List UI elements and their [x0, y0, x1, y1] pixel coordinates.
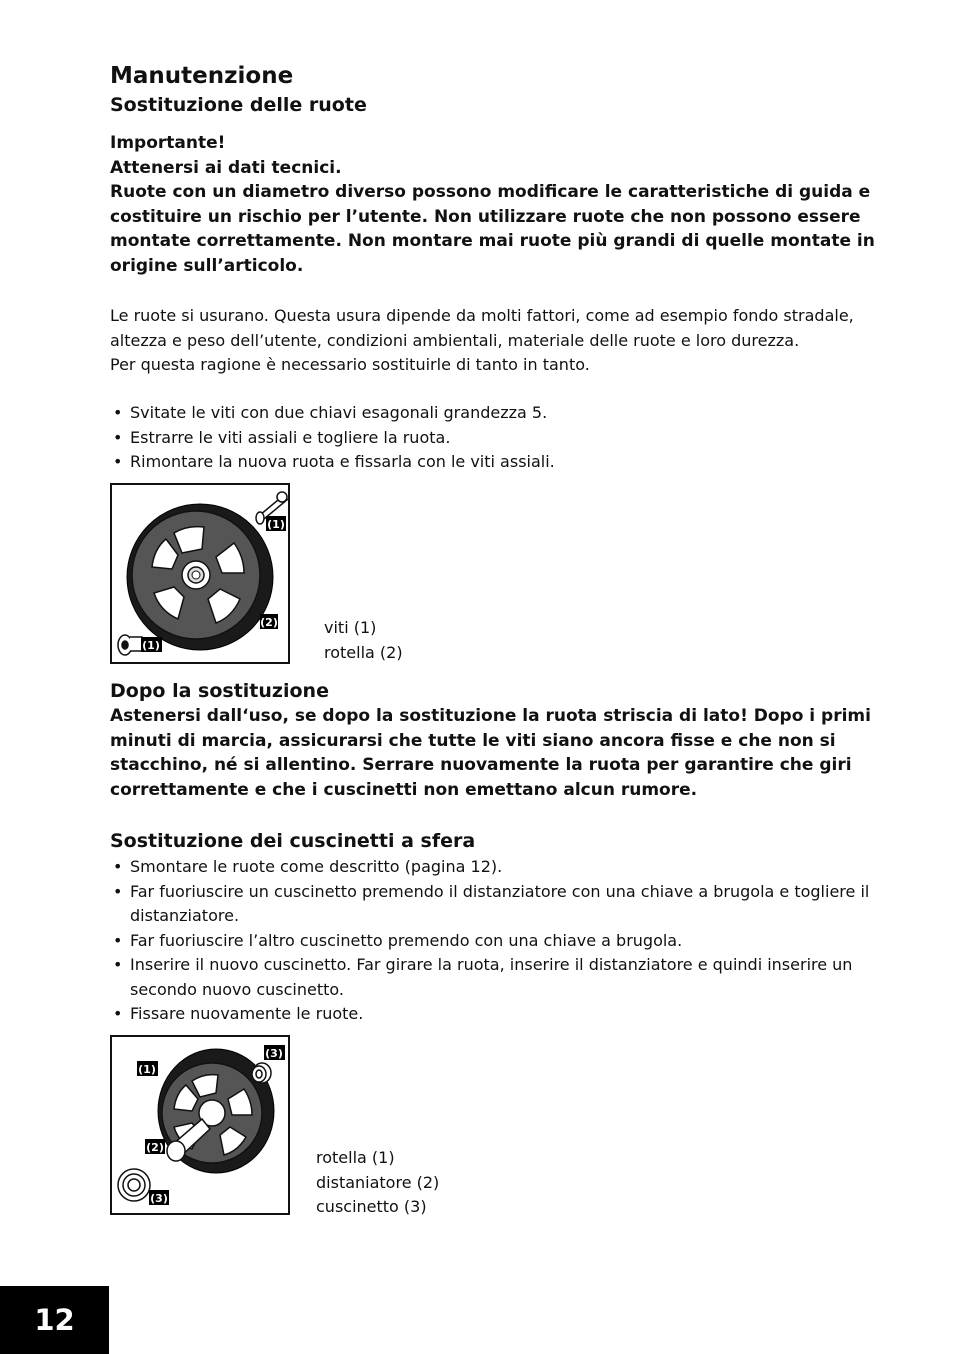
- list-item: • Rimontare la nuova ruota e fissarla con le viti assiali.: [110, 450, 890, 475]
- svg-text:(1): (1): [142, 639, 160, 652]
- list-item: • Fissare nuovamente le ruote.: [110, 1002, 890, 1027]
- svg-text:(3): (3): [150, 1192, 168, 1205]
- svg-text:(2): (2): [260, 616, 278, 629]
- badge-wheel: [137, 1061, 158, 1076]
- svg-text:(2): (2): [146, 1141, 164, 1154]
- important-line1: Importante!: [110, 133, 226, 153]
- svg-text:(1): (1): [267, 518, 285, 531]
- important-notice: [110, 131, 910, 278]
- list-item: • Estrarre le viti assiali e togliere la ruota.: [110, 426, 890, 451]
- caption-screws: viti (1): [324, 618, 377, 637]
- list-item: • Far fuoriuscire un cuscinetto premendo il distanziatore con una chiave a brugola e togliere il distanziatore.: [110, 880, 890, 929]
- badge-spacer: [145, 1139, 165, 1154]
- svg-text:(3): (3): [265, 1047, 283, 1060]
- after-heading: Dopo la sostituzione: [110, 680, 329, 702]
- bearing-replacement-steps: [110, 855, 890, 1027]
- section-subtitle: Sostituzione delle ruote: [110, 94, 367, 116]
- after-text: Astenersi dall‘uso, se dopo la sostituzione la ruota striscia di lato! Dopo i primi minuti di marcia, assicurarsi che tutte le viti siano ancora fisse e che non si stacchino, né si allentino. Serrare nuovamente la ruota per garantire che giri correttamente e che i cuscinetti non emettano alcun rumore.: [110, 706, 871, 800]
- caption-spacer: distaniatore (2): [316, 1172, 440, 1192]
- wheel-illustration: [112, 485, 288, 662]
- caption-wheel: rotella (2): [324, 642, 403, 662]
- wheel-replacement-steps: [110, 401, 890, 475]
- caption-wheel: rotella (1): [316, 1148, 395, 1167]
- badge-bearing-bottom: [149, 1190, 169, 1205]
- bearing-figure: [110, 1035, 290, 1215]
- important-text: Ruote con un diametro diverso possono modificare le caratteristiche di guida e costituire un rischio per l’utente. Non utilizzare ruote che non possono essere montate correttamente. Non montare mai ruote più grandi di quelle montate in origine sull’articolo.: [110, 182, 875, 276]
- figure1-legend: [324, 616, 403, 665]
- figure2-legend: [316, 1146, 439, 1220]
- important-line2: Attenersi ai dati tecnici.: [110, 157, 342, 178]
- list-item: • Far fuoriuscire l’altro cuscinetto premendo con una chiave a brugola.: [110, 929, 890, 954]
- caption-bearing: cuscinetto (3): [316, 1197, 427, 1216]
- badge-screw-bottom: [141, 637, 162, 652]
- intro-paragraph: [110, 304, 890, 378]
- list-item: • Svitate le viti con due chiavi esagonali grandezza 5.: [110, 401, 890, 426]
- intro-p1: Le ruote si usurano. Questa usura dipende da molti fattori, come ad esempio fondo stradale, altezza e peso dell’utente, condizioni ambientali, materiale delle ruote e loro durezza.: [110, 306, 854, 350]
- bearings-heading: Sostituzione dei cuscinetti a sfera: [110, 830, 476, 852]
- wheel-figure: [110, 483, 290, 664]
- bearing-illustration: [112, 1037, 288, 1213]
- badge-wheel: [260, 614, 278, 629]
- list-item: • Inserire il nuovo cuscinetto. Far girare la ruota, inserire il distanziatore e quindi inserire un secondo nuovo cuscinetto.: [110, 953, 890, 1002]
- badge-bearing-top: [264, 1045, 285, 1060]
- list-item: • Smontare le ruote come descritto (pagina 12).: [110, 855, 890, 880]
- intro-p2: Per questa ragione è necessario sostituirle di tanto in tanto.: [110, 355, 590, 374]
- page-number: 12: [0, 1286, 109, 1354]
- badge-screw-top: [266, 516, 286, 531]
- svg-text:(1): (1): [138, 1063, 156, 1076]
- page-title: Manutenzione: [110, 63, 294, 89]
